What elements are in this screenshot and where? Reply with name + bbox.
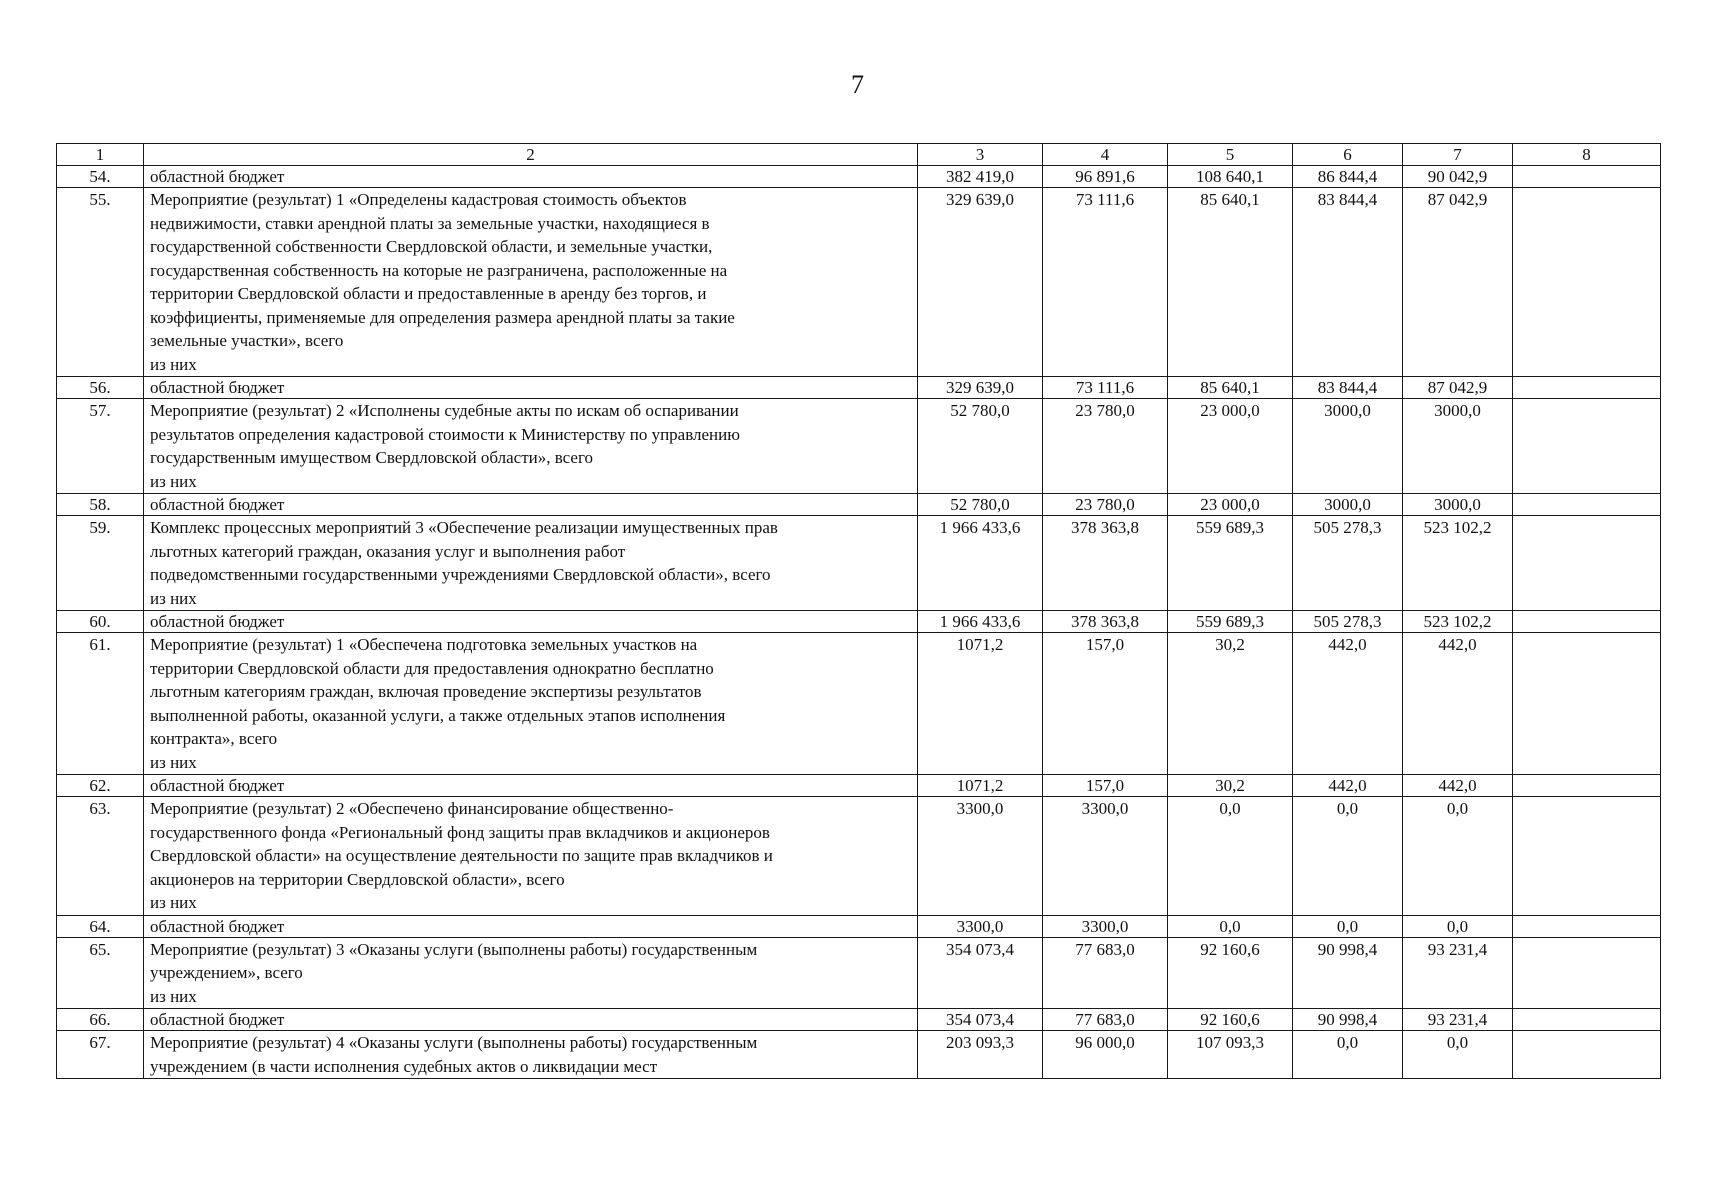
column-header: 1 xyxy=(57,144,144,166)
value-cell-col-5: 108 640,1 xyxy=(1168,166,1293,188)
description-line: территории Свердловской области и предоставленные в аренду без торгов, и xyxy=(150,284,707,303)
column-header: 2 xyxy=(144,144,918,166)
table-row xyxy=(57,399,1661,494)
value-cell-col-4: 378 363,8 xyxy=(1043,611,1168,633)
table-row xyxy=(57,516,1661,611)
row-number: 57. xyxy=(57,399,144,494)
description-line: из них xyxy=(150,471,197,491)
table-row xyxy=(57,1031,1661,1079)
value-cell-col-5: 23 000,0 xyxy=(1168,399,1293,494)
value-cell-col-4: 96 000,0 xyxy=(1043,1031,1168,1079)
table-row xyxy=(57,1009,1661,1031)
table-row xyxy=(57,166,1661,188)
value-cell-col-7: 0,0 xyxy=(1403,1031,1513,1079)
row-number: 64. xyxy=(57,915,144,937)
value-cell-col-3: 203 093,3 xyxy=(918,1031,1043,1079)
table-row xyxy=(57,188,1661,377)
row-description xyxy=(144,1031,918,1079)
value-cell-col-6: 90 998,4 xyxy=(1293,937,1403,1009)
value-cell-col-6: 0,0 xyxy=(1293,915,1403,937)
description-line: Мероприятие (результат) 2 «Исполнены судебные акты по искам об оспаривании xyxy=(150,401,739,420)
column-header: 7 xyxy=(1403,144,1513,166)
value-cell-col-6: 83 844,4 xyxy=(1293,377,1403,399)
row-description xyxy=(144,797,918,916)
value-cell-col-3: 382 419,0 xyxy=(918,166,1043,188)
table-row xyxy=(57,377,1661,399)
value-cell-col-5: 0,0 xyxy=(1168,797,1293,916)
description-line: Свердловской области» на осуществление деятельности по защите прав вкладчиков и xyxy=(150,846,773,865)
description-line: льготным категориям граждан, включая проведение экспертизы результатов xyxy=(150,682,702,701)
value-cell-col-3: 329 639,0 xyxy=(918,188,1043,377)
table-row xyxy=(57,611,1661,633)
value-cell-col-6: 0,0 xyxy=(1293,1031,1403,1079)
value-cell-col-7: 442,0 xyxy=(1403,775,1513,797)
value-cell-col-4: 73 111,6 xyxy=(1043,377,1168,399)
value-cell-col-7: 0,0 xyxy=(1403,915,1513,937)
description-line: Мероприятие (результат) 4 «Оказаны услуги (выполнены работы) государственным xyxy=(150,1033,758,1052)
description-line: выполненной работы, оказанной услуги, а также отдельных этапов исполнения xyxy=(150,705,726,725)
value-cell-col-8 xyxy=(1513,915,1661,937)
table-row xyxy=(57,937,1661,1009)
value-cell-col-4: 378 363,8 xyxy=(1043,516,1168,611)
row-description xyxy=(144,775,918,797)
description-line: недвижимости, ставки арендной платы за земельные участки, находящиеся в xyxy=(150,213,710,233)
row-number: 56. xyxy=(57,377,144,399)
value-cell-col-8 xyxy=(1513,1031,1661,1079)
description-line: областной бюджет xyxy=(150,612,285,631)
row-number: 55. xyxy=(57,188,144,377)
value-cell-col-5: 30,2 xyxy=(1168,633,1293,775)
description-line: областной бюджет xyxy=(150,167,285,186)
row-number: 67. xyxy=(57,1031,144,1079)
description-line: областной бюджет xyxy=(150,1010,285,1029)
value-cell-col-7: 90 042,9 xyxy=(1403,166,1513,188)
description-line: Мероприятие (результат) 1 «Определены кадастровая стоимость объектов xyxy=(150,190,687,209)
description-line: контракта», всего xyxy=(150,729,278,748)
description-line: государственным имуществом Свердловской области», всего xyxy=(150,448,594,467)
value-cell-col-8 xyxy=(1513,377,1661,399)
value-cell-col-8 xyxy=(1513,775,1661,797)
row-description xyxy=(144,399,918,494)
value-cell-col-7: 3000,0 xyxy=(1403,399,1513,494)
value-cell-col-7: 442,0 xyxy=(1403,633,1513,775)
value-cell-col-5: 107 093,3 xyxy=(1168,1031,1293,1079)
value-cell-col-5: 92 160,6 xyxy=(1168,937,1293,1009)
value-cell-col-8 xyxy=(1513,797,1661,916)
description-line: Мероприятие (результат) 2 «Обеспечено финансирование общественно- xyxy=(150,799,674,818)
description-line: территории Свердловской области для предоставления однократно бесплатно xyxy=(150,658,714,678)
description-line: результатов определения кадастровой стоимости к Министерству по управлению xyxy=(150,424,740,444)
value-cell-col-6: 90 998,4 xyxy=(1293,1009,1403,1031)
value-cell-col-5: 559 689,3 xyxy=(1168,611,1293,633)
value-cell-col-3: 1 966 433,6 xyxy=(918,611,1043,633)
description-line: земельные участки», всего xyxy=(150,331,344,350)
column-header: 5 xyxy=(1168,144,1293,166)
value-cell-col-4: 3300,0 xyxy=(1043,797,1168,916)
column-header: 8 xyxy=(1513,144,1661,166)
value-cell-col-7: 523 102,2 xyxy=(1403,611,1513,633)
row-description xyxy=(144,633,918,775)
value-cell-col-8 xyxy=(1513,516,1661,611)
value-cell-col-7: 87 042,9 xyxy=(1403,377,1513,399)
page-number: 7 xyxy=(851,70,864,99)
value-cell-col-6: 442,0 xyxy=(1293,633,1403,775)
value-cell-col-4: 157,0 xyxy=(1043,775,1168,797)
value-cell-col-8 xyxy=(1513,494,1661,516)
row-number: 61. xyxy=(57,633,144,775)
value-cell-col-8 xyxy=(1513,937,1661,1009)
value-cell-col-7: 0,0 xyxy=(1403,797,1513,916)
description-line: из них xyxy=(150,354,197,374)
description-line: учреждением (в части исполнения судебных актов о ликвидации мест xyxy=(150,1056,658,1076)
column-header: 6 xyxy=(1293,144,1403,166)
table-row xyxy=(57,915,1661,937)
row-description xyxy=(144,611,918,633)
value-cell-col-6: 83 844,4 xyxy=(1293,188,1403,377)
description-line: Мероприятие (результат) 3 «Оказаны услуги (выполнены работы) государственным xyxy=(150,939,758,959)
description-line: из них xyxy=(150,986,197,1006)
row-description xyxy=(144,516,918,611)
row-description xyxy=(144,377,918,399)
value-cell-col-3: 52 780,0 xyxy=(918,494,1043,516)
row-number: 59. xyxy=(57,516,144,611)
row-number: 66. xyxy=(57,1009,144,1031)
value-cell-col-8 xyxy=(1513,188,1661,377)
description-line: государственной собственности Свердловской области, и земельные участки, xyxy=(150,237,713,256)
value-cell-col-3: 1071,2 xyxy=(918,633,1043,775)
description-line: коэффициенты, применяемые для определения размера арендной платы за такие xyxy=(150,307,735,327)
header-row xyxy=(57,144,1661,166)
description-line: государственного фонда «Региональный фонд защиты прав вкладчиков и акционеров xyxy=(150,822,770,842)
table-row xyxy=(57,494,1661,516)
value-cell-col-8 xyxy=(1513,399,1661,494)
value-cell-col-8 xyxy=(1513,611,1661,633)
row-description xyxy=(144,937,918,1009)
value-cell-col-3: 354 073,4 xyxy=(918,937,1043,1009)
row-description xyxy=(144,494,918,516)
value-cell-col-7: 3000,0 xyxy=(1403,494,1513,516)
description-line: Мероприятие (результат) 1 «Обеспечена подготовка земельных участков на xyxy=(150,635,698,654)
row-number: 63. xyxy=(57,797,144,916)
value-cell-col-3: 1 966 433,6 xyxy=(918,516,1043,611)
value-cell-col-4: 157,0 xyxy=(1043,633,1168,775)
row-number: 60. xyxy=(57,611,144,633)
value-cell-col-8 xyxy=(1513,166,1661,188)
value-cell-col-4: 3300,0 xyxy=(1043,915,1168,937)
row-description xyxy=(144,166,918,188)
row-number: 58. xyxy=(57,494,144,516)
value-cell-col-5: 92 160,6 xyxy=(1168,1009,1293,1031)
value-cell-col-5: 30,2 xyxy=(1168,775,1293,797)
value-cell-col-4: 77 683,0 xyxy=(1043,1009,1168,1031)
table-row xyxy=(57,797,1661,916)
description-line: акционеров на территории Свердловской области», всего xyxy=(150,869,565,889)
row-description xyxy=(144,188,918,377)
value-cell-col-7: 93 231,4 xyxy=(1403,937,1513,1009)
description-line: областной бюджет xyxy=(150,916,285,936)
value-cell-col-3: 3300,0 xyxy=(918,797,1043,916)
value-cell-col-5: 85 640,1 xyxy=(1168,188,1293,377)
budget-table xyxy=(56,143,1661,1079)
value-cell-col-3: 354 073,4 xyxy=(918,1009,1043,1031)
value-cell-col-4: 96 891,6 xyxy=(1043,166,1168,188)
description-line: областной бюджет xyxy=(150,495,285,514)
description-line: Комплекс процессных мероприятий 3 «Обеспечение реализации имущественных прав xyxy=(150,518,778,537)
value-cell-col-6: 505 278,3 xyxy=(1293,611,1403,633)
description-line: подведомственными государственными учреждениями Свердловской области», всего xyxy=(150,565,771,584)
value-cell-col-5: 0,0 xyxy=(1168,915,1293,937)
value-cell-col-6: 3000,0 xyxy=(1293,494,1403,516)
row-number: 54. xyxy=(57,166,144,188)
description-line: льготных категорий граждан, оказания услуг и выполнения работ xyxy=(150,541,626,561)
row-number: 62. xyxy=(57,775,144,797)
value-cell-col-7: 523 102,2 xyxy=(1403,516,1513,611)
description-line: из них xyxy=(150,588,197,608)
value-cell-col-6: 3000,0 xyxy=(1293,399,1403,494)
value-cell-col-7: 87 042,9 xyxy=(1403,188,1513,377)
value-cell-col-4: 73 111,6 xyxy=(1043,188,1168,377)
value-cell-col-7: 93 231,4 xyxy=(1403,1009,1513,1031)
value-cell-col-4: 23 780,0 xyxy=(1043,494,1168,516)
table-row xyxy=(57,633,1661,775)
value-cell-col-4: 23 780,0 xyxy=(1043,399,1168,494)
value-cell-col-5: 23 000,0 xyxy=(1168,494,1293,516)
value-cell-col-6: 86 844,4 xyxy=(1293,166,1403,188)
value-cell-col-6: 0,0 xyxy=(1293,797,1403,916)
row-description xyxy=(144,1009,918,1031)
value-cell-col-8 xyxy=(1513,1009,1661,1031)
description-line: государственная собственность на которые не разграничена, расположенные на xyxy=(150,260,728,280)
value-cell-col-3: 329 639,0 xyxy=(918,377,1043,399)
description-line: из них xyxy=(150,893,197,912)
row-description xyxy=(144,915,918,937)
table-row xyxy=(57,775,1661,797)
description-line: областной бюджет xyxy=(150,378,285,397)
value-cell-col-3: 3300,0 xyxy=(918,915,1043,937)
value-cell-col-8 xyxy=(1513,633,1661,775)
value-cell-col-3: 52 780,0 xyxy=(918,399,1043,494)
value-cell-col-3: 1071,2 xyxy=(918,775,1043,797)
value-cell-col-6: 442,0 xyxy=(1293,775,1403,797)
description-line: областной бюджет xyxy=(150,776,285,795)
table-body xyxy=(57,166,1661,1079)
description-line: учреждением», всего xyxy=(150,963,303,982)
value-cell-col-4: 77 683,0 xyxy=(1043,937,1168,1009)
column-header: 3 xyxy=(918,144,1043,166)
value-cell-col-5: 85 640,1 xyxy=(1168,377,1293,399)
row-number: 65. xyxy=(57,937,144,1009)
value-cell-col-5: 559 689,3 xyxy=(1168,516,1293,611)
value-cell-col-6: 505 278,3 xyxy=(1293,516,1403,611)
column-header: 4 xyxy=(1043,144,1168,166)
description-line: из них xyxy=(150,752,197,772)
